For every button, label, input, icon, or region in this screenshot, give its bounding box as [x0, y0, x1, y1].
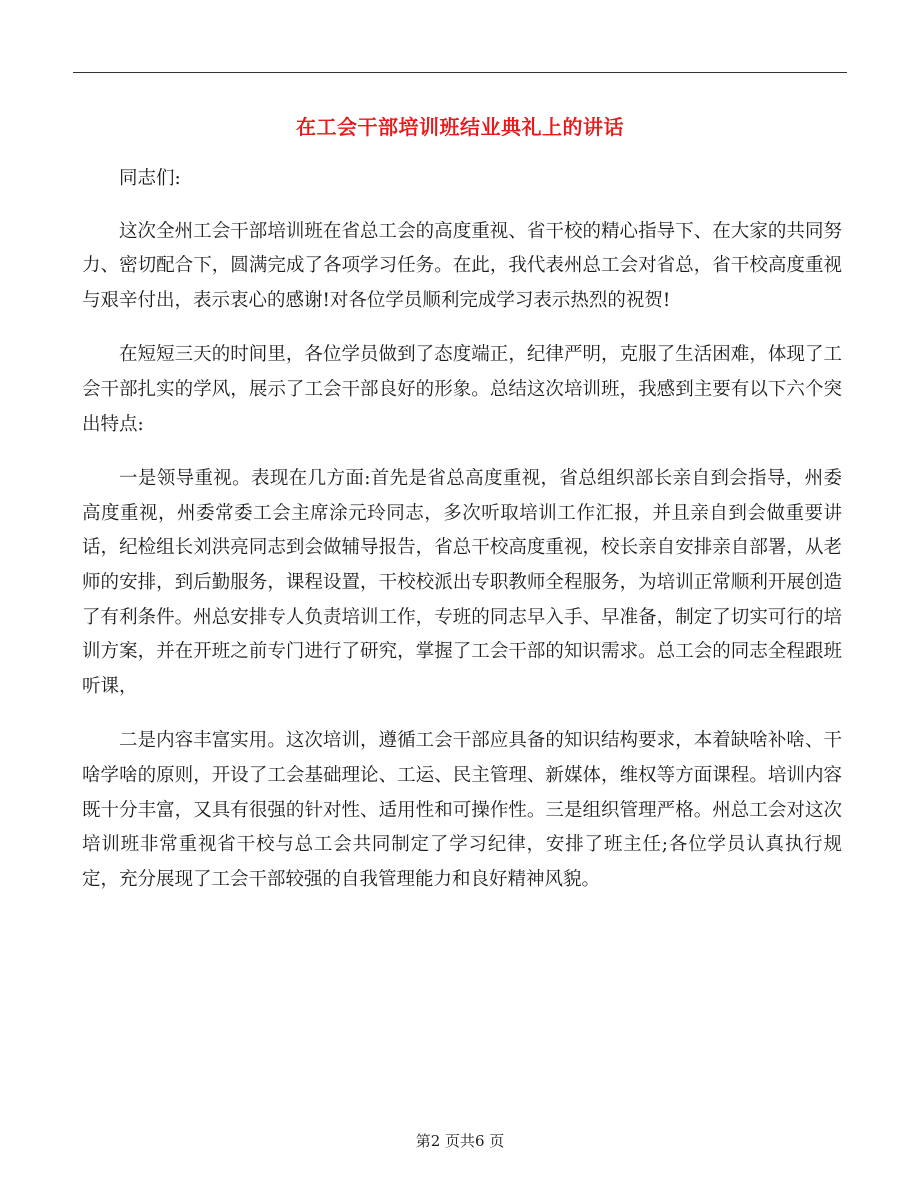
paragraph-1: 这次全州工会干部培训班在省总工会的高度重视、省干校的精心指导下、在大家的共同努力、密切配合下，圆满完成了各项学习任务。在此，我代表州总工会对省总，省干校高度重视与艰辛付出，表示衷心的感谢!对各位学员顺利完成学习表示热烈的祝贺!	[82, 220, 842, 311]
header-rule	[73, 72, 847, 73]
paragraph-4: 二是内容丰富实用。这次培训，遵循工会干部应具备的知识结构要求，本着缺啥补啥、干啥学啥的原则，开设了工会基础理论、工运、民主管理、新媒体，维权等方面课程。培训内容既十分丰富，又具有很强的针对性、适用性和可操作性。三是组织管理严格。州总工会对这次培训班非常重视省干校与总工会共同制定了学习纪律，安排了班主任;各位学员认真执行规定，充分展现了工会干部较强的自我管理能力和良好精神风貌。	[82, 730, 842, 890]
page-number: 第2 页共6 页	[415, 1132, 505, 1150]
document-title: 在工会干部培训班结业典礼上的讲话	[296, 115, 624, 139]
paragraph-2: 在短短三天的时间里，各位学员做到了态度端正，纪律严明，克服了生活困难，体现了工会干部扎实的学风，展示了工会干部良好的形象。总结这次培训班，我感到主要有以下六个突出特点:	[82, 344, 842, 435]
document-body	[82, 162, 842, 917]
paragraph-3: 一是领导重视。表现在几方面:首先是省总高度重视，省总组织部长亲自到会指导，州委高度重视，州委常委工会主席涂元玲同志，多次听取培训工作汇报，并且亲自到会做重要讲话，纪检组长刘洪亮同志到会做辅导报告，省总干校高度重视，校长亲自安排亲自部署，从老师的安排，到后勤服务，课程设置，干校校派出专职教师全程服务，为培训正常顺利开展创造了有利条件。州总安排专人负责培训工作，专班的同志早入手、早准备，制定了切实可行的培训方案，并在开班之前专门进行了研究，掌握了工会干部的知识需求。总工会的同志全程跟班听课，	[82, 468, 842, 697]
salutation: 同志们:	[119, 168, 181, 189]
